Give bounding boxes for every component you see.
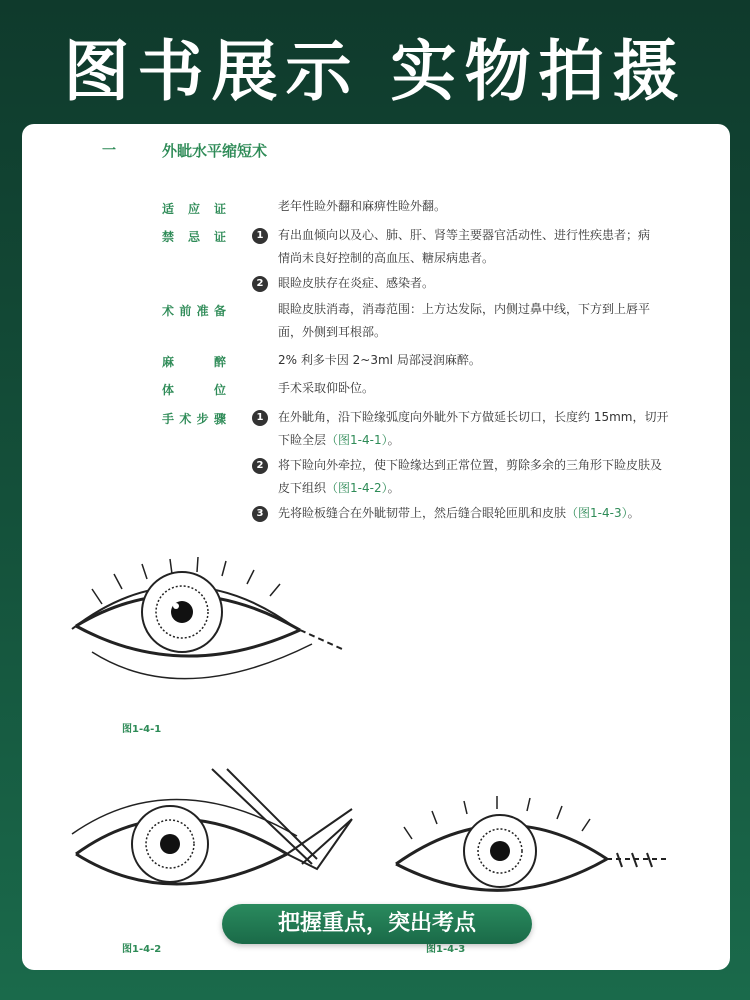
step-3-line1-end: 。 <box>627 506 640 520</box>
step-2-line1: 将下睑向外牵拉，使下睑缘达到正常位置，剪除多余的三角形下睑皮肤及 <box>278 458 663 472</box>
indication-text: 老年性睑外翻和麻痹性睑外翻。 <box>278 199 447 213</box>
step-3-line1 <box>278 502 674 525</box>
step-bullet-2: 2 <box>252 458 268 474</box>
step-3-line1-text: 先将睑板缝合在外眦韧带上，然后缝合眼轮匝肌和皮肤 <box>278 506 567 520</box>
step-1-line2-text: 下睑全层 <box>278 433 327 447</box>
contraindication-item-2-line1: 眼睑皮肤存在炎症、感染者。 <box>278 276 435 290</box>
contraindication-label: 禁 忌 证 <box>162 230 226 244</box>
figure-1-4-1-illustration <box>62 534 352 704</box>
step-bullet-1: 1 <box>252 410 268 426</box>
lower-lid-fold <box>92 644 312 679</box>
figure-1-4-2-illustration <box>62 764 362 924</box>
pupil <box>490 841 510 861</box>
pupil <box>160 834 180 854</box>
steps-label: 手术步骤 <box>162 412 226 426</box>
position-label: 体 位 <box>162 383 226 397</box>
step-1-line1: 在外眦角，沿下睑缘弧度向外眦外下方做延长切口，长度约 15mm，切开 <box>278 410 669 424</box>
bullet-2: 2 <box>252 276 268 292</box>
banner-title: 图书展示 实物拍摄 <box>63 33 687 110</box>
step-1-line2 <box>278 429 674 452</box>
section-title: 外眦水平缩短术 <box>162 142 268 160</box>
step-3-figure-ref: （图1-4-3） <box>566 506 628 520</box>
step-1-line2-end: 。 <box>387 433 400 447</box>
book-page <box>22 124 730 970</box>
contraindication-item-1-line2: 情尚未良好控制的高血压、糖尿病患者。 <box>278 251 495 265</box>
anesthesia-label: 麻 醉 <box>162 355 226 369</box>
step-2-line2-end: 。 <box>387 481 400 495</box>
bullet-1: 1 <box>252 228 268 244</box>
section-number: 一 <box>102 143 116 159</box>
figure-1-4-2-caption: 图1-4-2 <box>122 944 162 955</box>
preop-line1: 眼睑皮肤消毒，消毒范围：上方达发际，内侧过鼻中线，下方到上唇平 <box>278 302 651 316</box>
position-text: 手术采取仰卧位。 <box>278 381 375 395</box>
figure-1-4-1-caption: 图1-4-1 <box>122 724 162 735</box>
anesthesia-text: 2% 利多卡因 2~3ml 局部浸润麻醉。 <box>278 353 481 367</box>
scissors <box>212 769 317 864</box>
step-2-figure-ref: （图1-4-2） <box>326 481 388 495</box>
step-1-figure-ref: （图1-4-1） <box>326 433 388 447</box>
figure-1-4-3-caption: 图1-4-3 <box>426 944 466 955</box>
indication-label: 适 应 证 <box>162 202 226 216</box>
step-2-line2-text: 皮下组织 <box>278 481 327 495</box>
contraindication-item-1-line1: 有出血倾向以及心、肺、肝、肾等主要器官活动性、进行性疾患者；病 <box>278 228 651 242</box>
pupil-highlight <box>173 603 179 609</box>
preop-label: 术前准备 <box>162 304 226 318</box>
preop-line2: 面，外侧到耳根部。 <box>278 325 387 339</box>
step-2-line2 <box>278 477 674 500</box>
highlight-pill: 把握重点，突出考点 <box>222 904 532 944</box>
step-bullet-3: 3 <box>252 506 268 522</box>
